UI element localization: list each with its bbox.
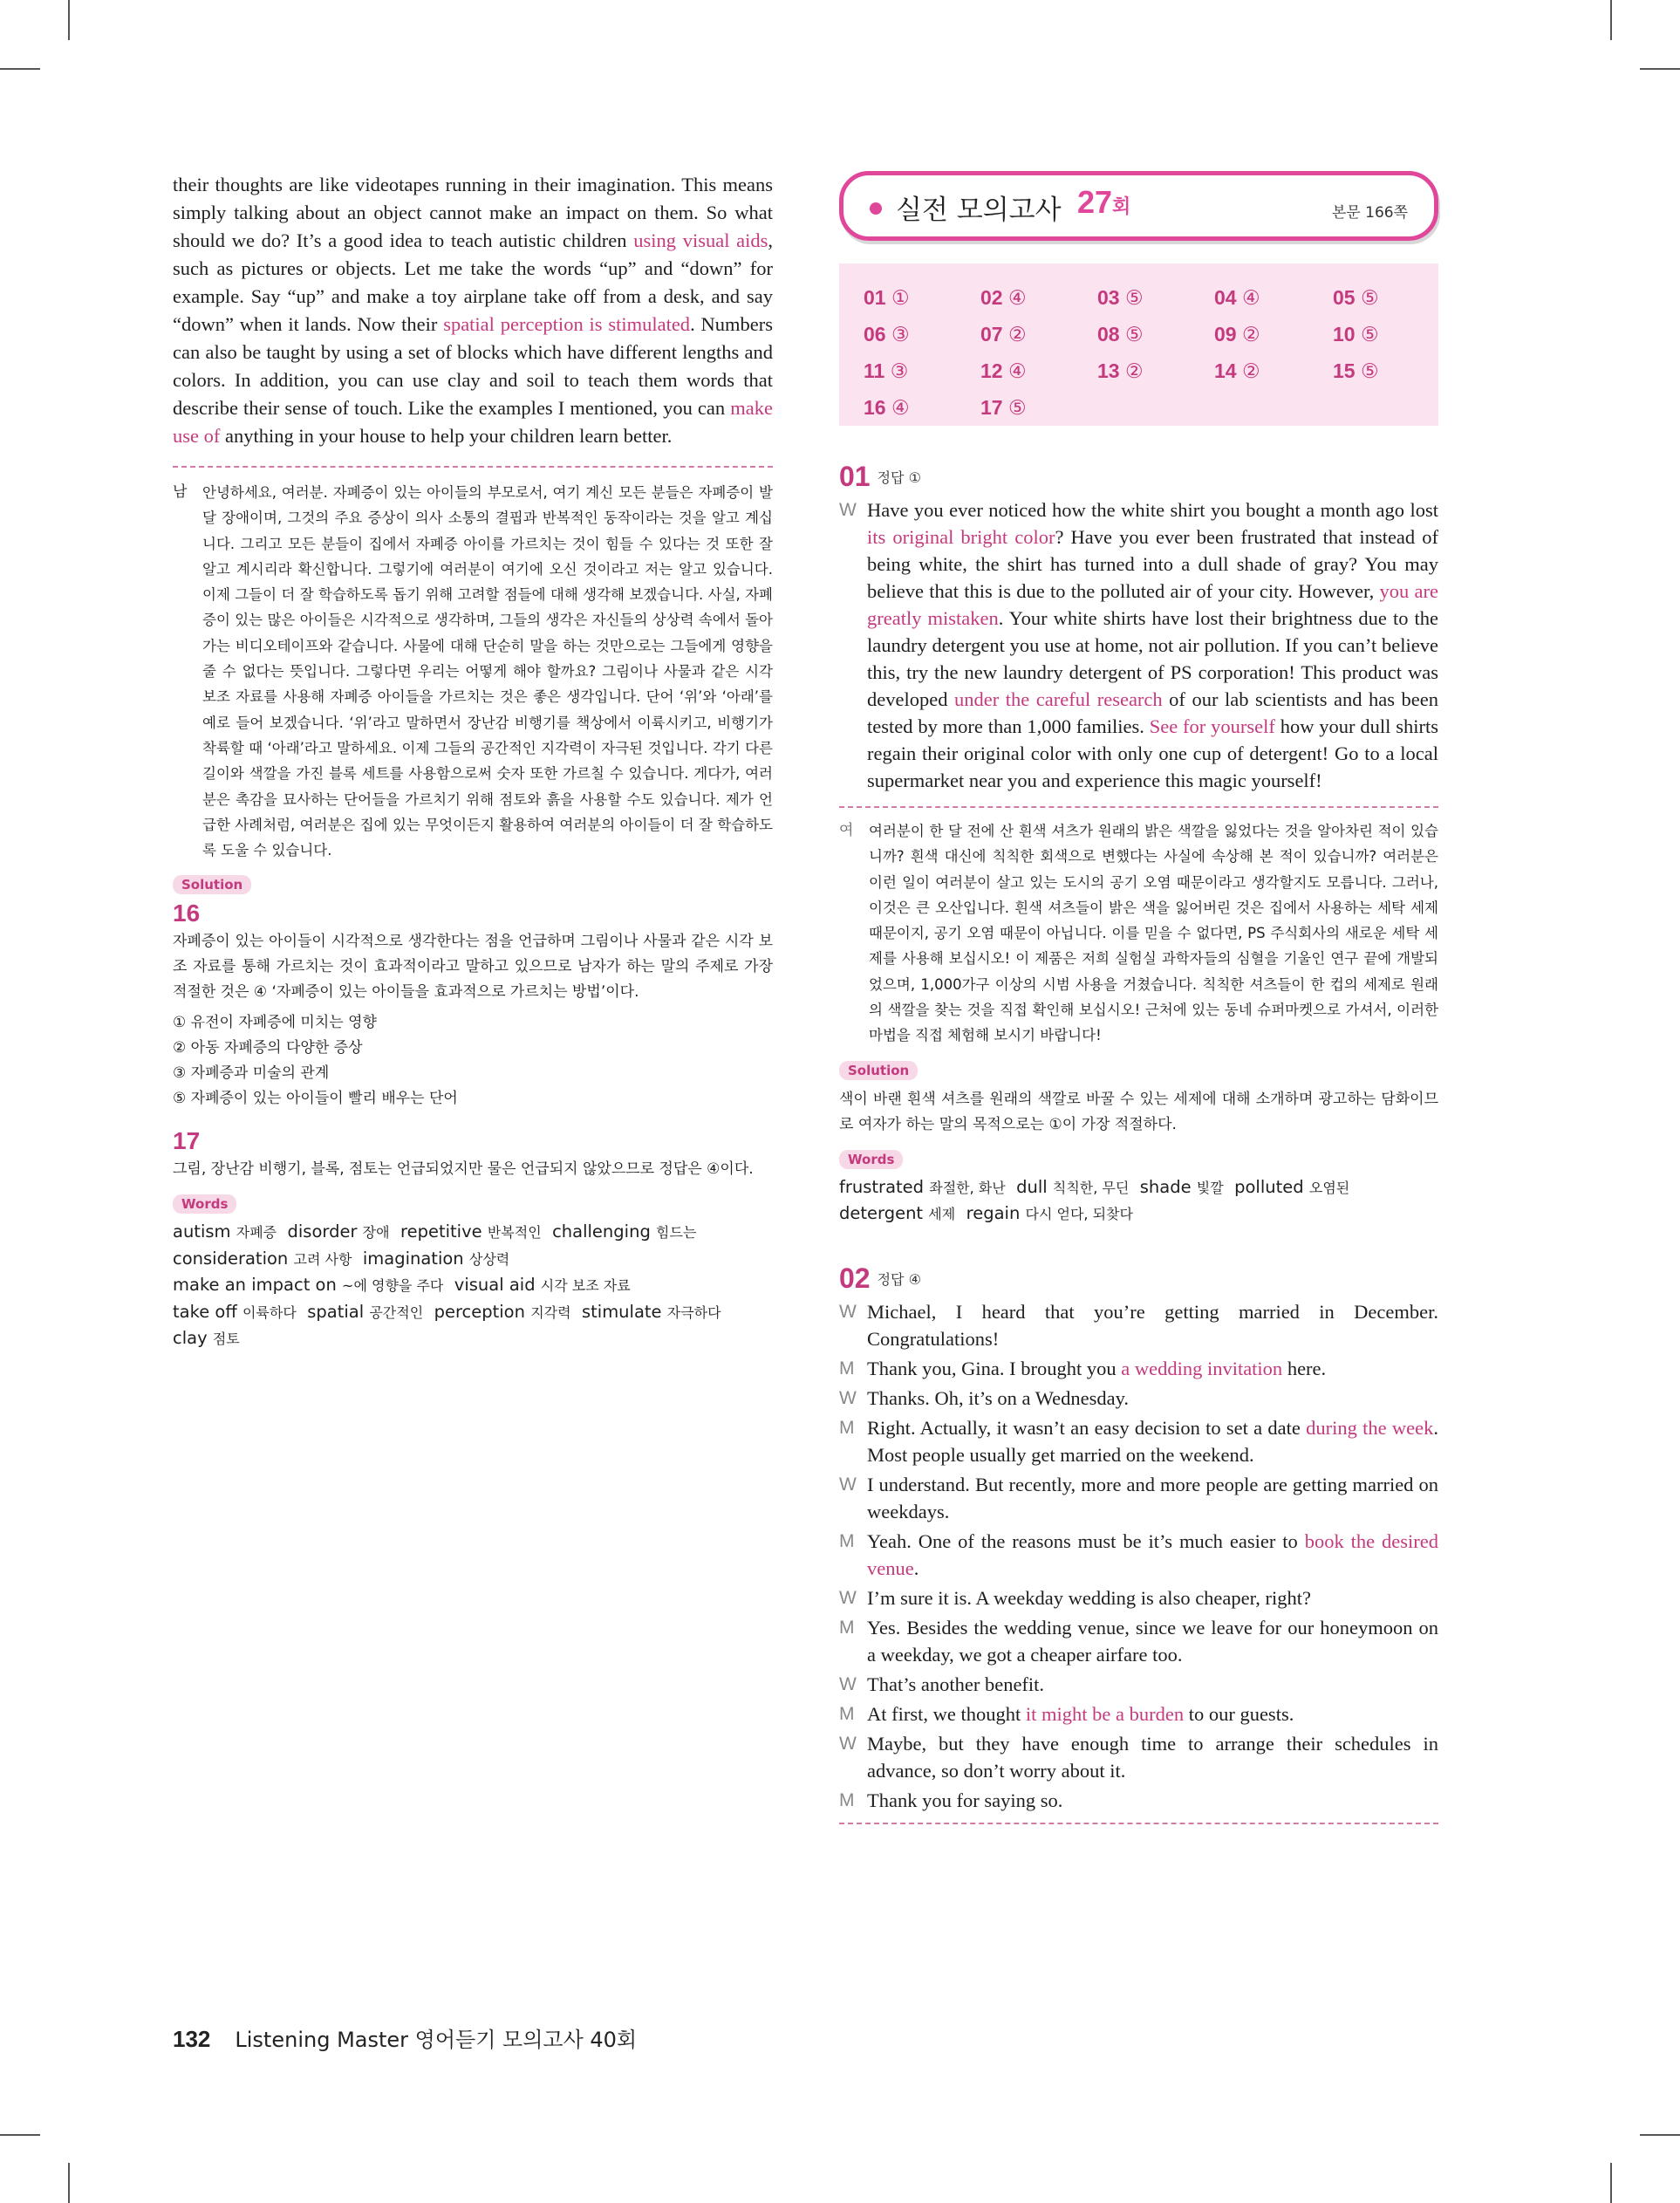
vocab-meaning: 이륙하다 xyxy=(242,1303,297,1321)
test-number-suffix: 회 xyxy=(1112,195,1131,217)
answer-item xyxy=(1333,286,1379,310)
test-number-value: 27 xyxy=(1077,184,1113,220)
text-segment: , such as pictures or objects. Let me take the words “up” and “down” for example. Say “up” and make a toy airplane take off from a desk, and say “down” when it lands. Now their xyxy=(173,229,774,335)
vocab-word: perception xyxy=(434,1301,525,1322)
vocab-word: clay xyxy=(173,1328,208,1349)
crop-mark xyxy=(68,2163,70,2203)
vocab-word: take off xyxy=(173,1301,237,1322)
speaker-mark: M xyxy=(839,1703,855,1724)
monologue-text xyxy=(867,496,1438,794)
question-header xyxy=(839,461,1438,493)
speaker-mark: W xyxy=(839,1387,857,1408)
answer-number: 10 xyxy=(1333,323,1356,346)
dialogue-line xyxy=(839,1355,1438,1382)
answer-item xyxy=(980,286,1027,310)
vocab-meaning: 오염된 xyxy=(1308,1179,1350,1196)
answer-item xyxy=(864,286,910,310)
vocab-word: frustrated xyxy=(839,1176,925,1197)
option-item: ① 유전이 자폐증에 미치는 영향 xyxy=(173,1014,377,1032)
dialogue-line xyxy=(839,1787,1438,1814)
text-segment: I’m sure it is. A weekday wedding is also cheaper, right? xyxy=(867,1586,1311,1609)
answer-choice: ④ xyxy=(1002,286,1027,309)
vocabulary-line xyxy=(839,1201,1438,1228)
vocab-word: visual aid xyxy=(454,1275,536,1296)
vocab-word: autism xyxy=(173,1221,231,1242)
answer-item xyxy=(1333,323,1379,346)
answer-item xyxy=(864,396,910,420)
answer-number: 16 xyxy=(864,396,886,419)
highlighted-phrase: make use of xyxy=(173,397,773,447)
speaker-mark: M xyxy=(839,1417,855,1438)
answer-item xyxy=(1214,286,1260,310)
vocab-meaning: 좌절한, 화난 xyxy=(929,1179,1006,1196)
speaker-mark: W xyxy=(839,1587,857,1608)
vocab-word: dull xyxy=(1016,1176,1048,1197)
vocabulary-line xyxy=(173,1325,773,1352)
vocab-word: polluted xyxy=(1234,1176,1304,1197)
page-footer xyxy=(173,2022,637,2053)
right-column xyxy=(839,171,1438,1824)
answer-choice: ② xyxy=(1236,359,1260,382)
divider xyxy=(173,466,773,468)
divider xyxy=(839,806,1438,808)
speaker-mark: W xyxy=(839,1301,857,1322)
text-segment: Thanks. Oh, it’s on a Wednesday. xyxy=(867,1386,1130,1409)
dialogue-text xyxy=(867,1471,1438,1525)
answer-item xyxy=(1097,359,1144,383)
speaker-mark: W xyxy=(839,1474,857,1495)
vocab-word: detergent xyxy=(839,1203,924,1224)
text-segment: Yeah. One of the reasons must be it’s much easier to xyxy=(867,1529,1305,1552)
answer-item xyxy=(1214,359,1260,383)
highlighted-phrase: spatial perception is stimulated xyxy=(443,313,691,335)
vocab-meaning: 상상력 xyxy=(468,1250,510,1268)
answer-number: 14 xyxy=(1214,359,1237,382)
highlighted-phrase: using visual aids xyxy=(633,229,768,251)
answer-item xyxy=(980,323,1027,346)
korean-translation xyxy=(839,818,1438,1049)
crop-mark xyxy=(1610,0,1612,40)
speaker-mark: M xyxy=(839,1358,855,1379)
question-header xyxy=(839,1262,1438,1295)
vocab-word: consideration xyxy=(173,1248,289,1269)
answer-number: 11 xyxy=(864,359,885,382)
crop-mark xyxy=(0,2134,40,2136)
text-segment: . Numbers can also be taught by using a set of blocks which have different lengths and colors. In addition, you can use clay and soil to teach them words that describe their sense of touch. Like the examples I mentioned, you can xyxy=(173,313,773,419)
highlighted-phrase: during the week xyxy=(1306,1416,1434,1439)
dialogue-line xyxy=(839,1414,1438,1468)
translation-text: 여러분이 한 달 전에 산 흰색 셔츠가 원래의 밝은 색깔을 잃었다는 것을 알아차린 적이 있습니까? 흰색 대신에 칙칙한 회색으로 변했다는 사실에 속상해 본 적이 있습니까? 여러분은 이런 일이 여러분이 살고 있는 도시의 공기 오염 때문이라고 생각할지도 모릅니다. 그러나, 이것은 큰 오산입니다. 흰색 셔츠들이 밝은 색을 잃어버린 것은 집에서 사용하는 세탁 세제 때문이지, 공기 오염 때문이 아닙니다. 이를 믿을 수 없다면, PS 주식회사의 새로운 세탁 세제를 사용해 보십시오! 이 제품은 저희 실험실 과학자들의 심혈을 기울인 연구 끝에 개발되었으며, 1,000가구 이상의 시범 사용을 거쳤습니다. 칙칙한 셔츠들이 한 컵의 세제로 원래의 색깔을 찾는 것을 직접 확인해 보십시오! 근처에 있는 동네 슈퍼마켓으로 가셔서, 이러한 마법을 직접 체험해 보시기 바랍니다! xyxy=(869,823,1438,1044)
vocab-word: challenging xyxy=(552,1221,651,1242)
page-reference: 본문 166쪽 xyxy=(1331,204,1408,222)
vocab-word: make an impact on xyxy=(173,1275,337,1296)
text-segment: Maybe, but they have enough time to arrange their schedules in advance, so don’t worry about it. xyxy=(867,1732,1438,1782)
solution-tag: Solution xyxy=(173,875,251,894)
solution-text: 색이 바랜 흰색 셔츠를 원래의 색깔로 바꿀 수 있는 세제에 대해 소개하며 광고하는 담화이므로 여자가 하는 말의 목적으로는 ①이 가장 적절하다. xyxy=(839,1090,1438,1133)
question-number: 17 xyxy=(173,1127,201,1155)
book-title: Listening Master 영어듣기 모의고사 40회 xyxy=(235,2028,638,2052)
text-segment: I understand. But recently, more and more people are getting married on weekdays. xyxy=(867,1473,1438,1522)
vocabulary-line xyxy=(173,1299,773,1326)
vocabulary-list xyxy=(839,1174,1438,1228)
vocabulary-line xyxy=(839,1174,1438,1201)
highlighted-phrase: it might be a burden xyxy=(1025,1702,1185,1725)
highlighted-phrase: book the desired venue xyxy=(867,1529,1438,1579)
answer-item xyxy=(1097,323,1144,346)
answer-choice: ④ xyxy=(885,396,910,419)
text-segment: to our guests. xyxy=(1184,1702,1294,1725)
crop-mark xyxy=(68,0,70,40)
answer-number: 08 xyxy=(1097,323,1120,346)
dialogue xyxy=(839,1298,1438,1814)
answer-number: 04 xyxy=(1214,286,1237,309)
speaker-mark: M xyxy=(839,1789,855,1810)
text-segment: Have you ever noticed how the white shirt you bought a month ago lost xyxy=(867,499,1438,521)
answer-choice: ② xyxy=(1002,323,1027,346)
dialogue-text xyxy=(867,1385,1438,1412)
dialogue-text xyxy=(867,1671,1438,1698)
script-continuation xyxy=(173,171,773,450)
vocab-meaning: 반복적인 xyxy=(487,1224,542,1242)
answer-choice: ④ xyxy=(1002,359,1027,382)
dialogue-text xyxy=(867,1700,1438,1728)
speaker-mark: M xyxy=(839,1530,855,1551)
speaker-mark: 남 xyxy=(173,483,188,501)
highlighted-phrase: under the careful research xyxy=(953,688,1163,710)
vocabulary-line xyxy=(173,1272,773,1299)
text-segment: . Your white shirts have lost their brightness due to the laundry detergent you use at home, not air pollution. If you can’t believe this, try the new laundry detergent of PS corporation! This product was developed xyxy=(867,607,1438,710)
vocab-meaning: 다시 얻다, 되찾다 xyxy=(1025,1206,1133,1223)
question-number: 16 xyxy=(173,900,201,927)
option-item: ② 아동 자폐증의 다양한 증상 xyxy=(173,1039,363,1057)
answer-item xyxy=(1097,286,1144,310)
dialogue-text xyxy=(867,1414,1438,1468)
text-segment: At first, we thought xyxy=(867,1702,1026,1725)
test-title: 실전 모의고사 xyxy=(896,195,1062,226)
answer-number: 07 xyxy=(980,323,1003,346)
vocab-word: shade xyxy=(1139,1176,1192,1197)
dialogue-line xyxy=(839,1671,1438,1698)
crop-mark xyxy=(1640,2134,1680,2136)
answer-number: 02 xyxy=(980,286,1003,309)
dialogue-text xyxy=(867,1787,1438,1814)
text-segment: Thank you, Gina. I brought you xyxy=(867,1357,1122,1379)
dialogue-line xyxy=(839,1584,1438,1611)
vocabulary-list xyxy=(173,1219,773,1352)
answer-number: 03 xyxy=(1097,286,1120,309)
text-segment: Yes. Besides the wedding venue, since we leave for our honeymoon on a weekday, we got a cheaper airfare too. xyxy=(867,1616,1438,1666)
test-number xyxy=(1077,184,1130,221)
dialogue-text xyxy=(867,1298,1438,1352)
text-segment: of our lab scientists and has been tested by more than 1,000 families. xyxy=(867,688,1438,737)
answer-item xyxy=(864,323,910,346)
answer-choice: ⑤ xyxy=(1355,286,1379,309)
answer-number: 01 xyxy=(864,286,886,309)
answer-number: 12 xyxy=(980,359,1003,382)
text-segment: anything in your house to help your children learn better. xyxy=(220,425,673,447)
answer-number: 15 xyxy=(1333,359,1356,382)
answer-item xyxy=(980,396,1027,420)
answer-label: 정답 ① xyxy=(877,469,921,486)
text-segment: their thoughts are like videotapes running in their imagination. This means simply talking about an object cannot make an impact on them. So what should we do? It’s a good idea to teach autistic children xyxy=(173,174,773,251)
crop-mark xyxy=(1640,68,1680,70)
vocab-word: regain xyxy=(966,1203,1021,1224)
answer-number: 13 xyxy=(1097,359,1120,382)
answer-choice: ③ xyxy=(884,359,909,382)
highlighted-phrase: you are greatly mistaken xyxy=(867,580,1438,629)
vocab-word: disorder xyxy=(287,1221,358,1242)
left-column xyxy=(173,171,773,1352)
text-segment: Right. Actually, it wasn’t an easy decision to set a date xyxy=(867,1416,1307,1439)
answer-choice: ⑤ xyxy=(1355,323,1379,346)
vocab-word: stimulate xyxy=(581,1301,662,1322)
answer-item xyxy=(980,359,1027,383)
speaker-mark: M xyxy=(839,1617,855,1638)
question-number: 02 xyxy=(839,1262,871,1294)
solution-tag: Solution xyxy=(839,1061,918,1080)
monologue xyxy=(839,496,1438,794)
answer-choice: ① xyxy=(885,286,910,309)
vocab-meaning: 빛깔 xyxy=(1196,1179,1224,1196)
dialogue-line xyxy=(839,1700,1438,1728)
answer-number: 09 xyxy=(1214,323,1237,346)
answer-key xyxy=(839,263,1438,426)
text-segment: Thank you for saying so. xyxy=(867,1789,1063,1811)
answer-number: 05 xyxy=(1333,286,1356,309)
vocab-meaning: 장애 xyxy=(362,1224,390,1242)
bullet-icon xyxy=(870,202,882,215)
answer-number: 06 xyxy=(864,323,886,346)
highlighted-phrase: its original bright color xyxy=(867,526,1055,548)
vocabulary-line xyxy=(173,1246,773,1273)
answer-label: 정답 ④ xyxy=(877,1270,921,1288)
dialogue-line xyxy=(839,1385,1438,1412)
korean-translation xyxy=(173,480,773,863)
dialogue-text xyxy=(867,1584,1438,1611)
answer-choice: ⑤ xyxy=(1119,286,1144,309)
vocab-meaning: 공간적인 xyxy=(369,1303,424,1321)
vocabulary-line xyxy=(173,1219,773,1246)
highlighted-phrase: See for yourself xyxy=(1149,715,1275,737)
vocab-meaning: 세제 xyxy=(928,1206,956,1223)
crop-mark xyxy=(1610,2163,1612,2203)
answer-choice: ④ xyxy=(1236,286,1260,309)
text-segment: . xyxy=(913,1556,919,1579)
answer-choice: ⑤ xyxy=(1119,323,1144,346)
vocab-meaning: 칙칙한, 무딘 xyxy=(1052,1179,1130,1196)
answer-item xyxy=(1333,359,1379,383)
dialogue-text xyxy=(867,1614,1438,1668)
vocab-word: spatial xyxy=(307,1301,365,1322)
speaker-mark: W xyxy=(839,1733,857,1754)
text-segment: how your dull shirts regain their original color with only one cup of detergent! Go to a local supermarket near you and experience this magic yourself! xyxy=(867,715,1438,791)
vocab-meaning: 점토 xyxy=(212,1331,240,1348)
speaker-mark: W xyxy=(839,1673,857,1694)
dialogue-line xyxy=(839,1730,1438,1784)
option-item: ⑤ 자폐증이 있는 아이들이 빨리 배우는 단어 xyxy=(173,1090,458,1108)
option-item: ③ 자폐증과 미술의 관계 xyxy=(173,1064,330,1083)
dialogue-line xyxy=(839,1614,1438,1668)
answer-choice: ⑤ xyxy=(1355,359,1379,382)
vocab-meaning: 지각력 xyxy=(530,1303,571,1321)
answer-item xyxy=(1214,323,1260,346)
words-tag: Words xyxy=(839,1150,903,1169)
vocab-meaning: ~에 영향을 주다 xyxy=(342,1277,444,1295)
speaker-mark: W xyxy=(839,500,857,520)
divider xyxy=(839,1823,1438,1824)
crop-mark xyxy=(0,68,40,70)
text-segment: That’s another benefit. xyxy=(867,1673,1045,1695)
text-segment: . Most people usually get married on the weekend. xyxy=(867,1416,1438,1466)
answer-item xyxy=(864,359,908,383)
text-segment: Michael, I heard that you’re getting married in December. Congratulations! xyxy=(867,1300,1438,1350)
solution-text: 자폐증이 있는 아이들이 시각적으로 생각한다는 점을 언급하며 그림이나 사물과 같은 시각 보조 자료를 통해 가르치는 것이 효과적이라고 말하고 있으므로 남자가 하는 말의 주제로 가장 적절한 것은 ④ ‘자폐증이 있는 아이들을 효과적으로 가르치는 방법’이다. xyxy=(173,933,773,1002)
words-tag: Words xyxy=(173,1194,236,1214)
test-header xyxy=(839,171,1438,241)
dialogue-line xyxy=(839,1528,1438,1582)
vocab-word: repetitive xyxy=(400,1221,482,1242)
vocab-meaning: 힘드는 xyxy=(656,1224,697,1242)
dialogue-text xyxy=(867,1528,1438,1582)
dialogue-text xyxy=(867,1730,1438,1784)
dialogue-text xyxy=(867,1355,1438,1382)
page-number: 132 xyxy=(173,2026,211,2052)
divider xyxy=(839,426,1438,428)
text-segment: here. xyxy=(1282,1357,1327,1379)
vocab-word: imagination xyxy=(362,1248,464,1269)
option-list xyxy=(173,1010,773,1112)
dialogue-line xyxy=(839,1471,1438,1525)
answer-choice: ⑤ xyxy=(1002,396,1027,419)
vocab-meaning: 자극하다 xyxy=(666,1303,721,1321)
answer-choice: ② xyxy=(1236,323,1260,346)
question-number: 01 xyxy=(839,461,871,492)
vocab-meaning: 시각 보조 자료 xyxy=(540,1277,631,1295)
dialogue-line xyxy=(839,1298,1438,1352)
vocab-meaning: 고려 사항 xyxy=(293,1250,352,1268)
highlighted-phrase: a wedding invitation xyxy=(1121,1357,1283,1379)
speaker-mark: 여 xyxy=(839,822,854,839)
answer-number: 17 xyxy=(980,396,1003,419)
vocab-meaning: 자폐증 xyxy=(236,1224,277,1242)
answer-choice: ③ xyxy=(885,323,910,346)
text-segment: ? Have you ever been frustrated that instead of being white, the shirt has turned into a dull shade of gray? You may believe that this is due to the polluted air of your city. However, xyxy=(867,526,1438,602)
answer-choice: ② xyxy=(1119,359,1144,382)
solution-text: 그림, 장난감 비행기, 블록, 점토는 언급되었지만 물은 언급되지 않았으므로 정답은 ④이다. xyxy=(173,1160,754,1179)
translation-text: 안녕하세요, 여러분. 자폐증이 있는 아이들의 부모로서, 여기 계신 모든 분들은 자폐증이 발달 장애이며, 그것의 주요 증상이 의사 소통의 결핍과 반복적인 동작이라는 것을 알고 계십니다. 그리고 모든 분들이 집에서 자폐증 아이를 가르치는 것이 힘들 수 있다는 것 또한 잘 알고 계시리라 확신합니다. 그렇기에 여러분이 여기에 오신 것이라고 저는 알고 있습니다. 이제 그들이 더 잘 학습하도록 돕기 위해 고려할 점들에 대해 생각해 보겠습니다. 사실, 자폐증이 있는 많은 아이들은 시각적으로 생각하며, 그들의 생각은 자신들의 상상력 속에서 돌아가는 비디오테이프와 같습니다. 사물에 대해 단순히 말을 하는 것만으로는 그들에게 영향을 줄 수 없다는 뜻입니다. 그렇다면 우리는 어떻게 해야 할까요? 그림이나 사물과 같은 시각 보조 자료를 사용해 자폐증 아이들을 가르치는 것은 좋은 생각입니다. 단어 ‘위’와 ‘아래’를 예로 들어 보겠습니다. ‘위’라고 말하면서 장난감 비행기를 책상에서 이륙시키고, 비행기가 착륙할 때 ‘아래’라고 말하세요. 이제 그들의 공간적인 지각력이 자극된 것입니다. 각기 다른 길이와 색깔을 가진 블록 세트를 사용함으로써 숫자 또한 가르칠 수 있습니다. 게다가, 여러분은 촉감을 묘사하는 단어들을 가르치기 위해 점토와 흙을 사용할 수도 있습니다. 제가 언급한 사례처럼, 여러분은 집에 있는 무엇이든지 활용하여 여러분의 아이들이 더 잘 학습하도록 도울 수 있습니다. xyxy=(202,484,773,859)
